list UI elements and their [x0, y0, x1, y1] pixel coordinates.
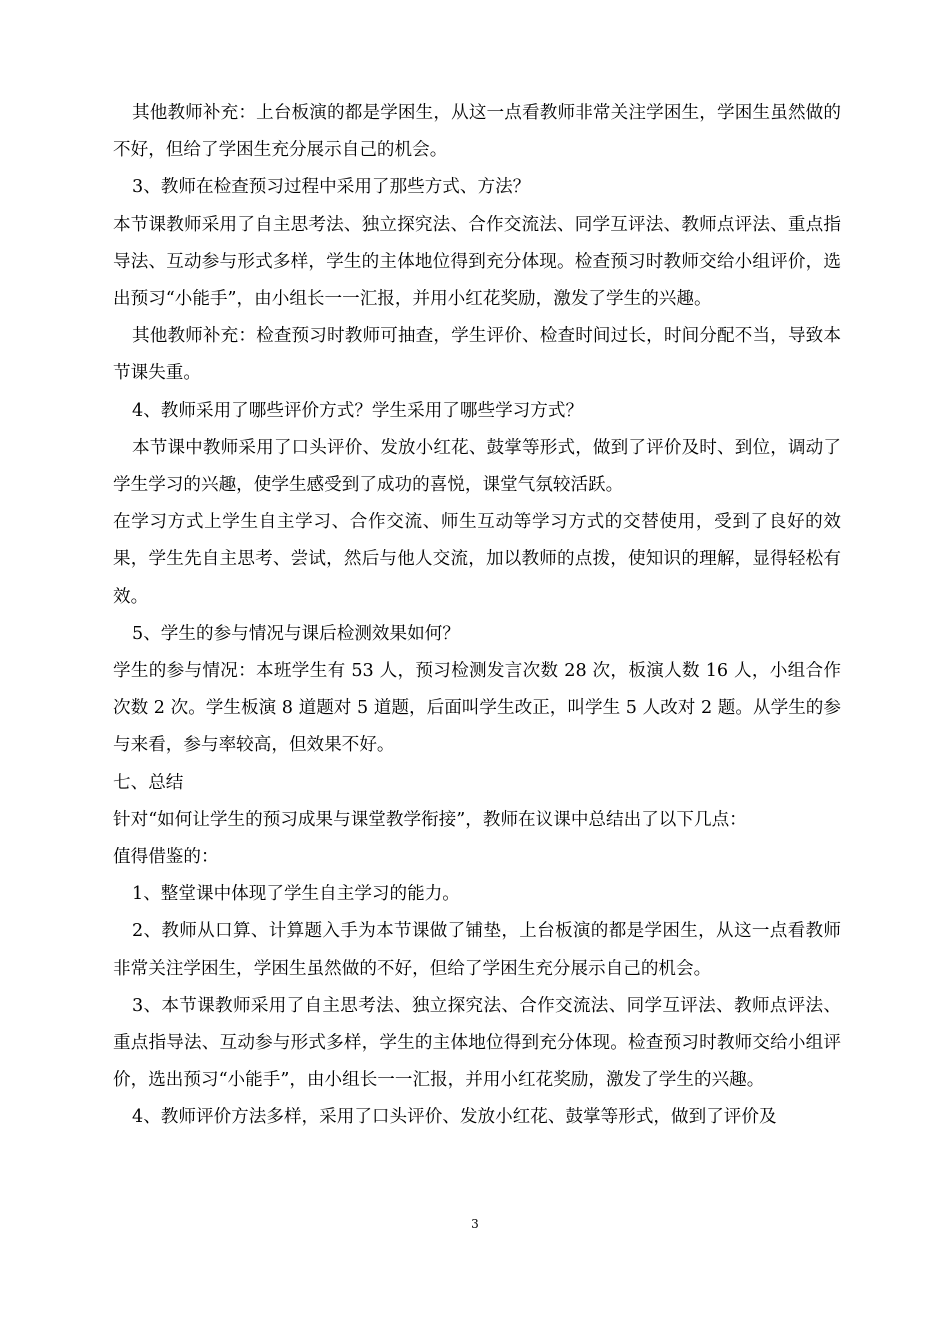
paragraph-evaluation: 本节课中教师采用了口头评价、发放小红花、鼓掌等形式，做到了评价及时、到位，调动了学生学习的兴趣，使学生感受到了成功的喜悦，课堂气氛较活跃。 — [113, 437, 841, 496]
paragraph-participation: 学生的参与情况：本班学生有 53 人，预习检测发言次数 28 次，板演人数 16 人，小组合作次数 2 次。学生板演 8 道题对 5 道题，后面叫学生改正，叫学生 5 人改对 2 题。从学生的参与来看，参与率较高，但效果不好。 — [113, 661, 841, 756]
summary-item-1: 1、整堂课中体现了学生自主学习的能力。 — [132, 884, 460, 905]
summary-item-2: 2、教师从口算、计算题入手为本节课做了铺垫，上台板演的都是学困生，从这一点看教师非常关注学困生，学困生虽然做的不好，但给了学困生充分展示自己的机会。 — [113, 921, 841, 979]
summary-item-3: 3、本节课教师采用了自主思考法、独立探究法、合作交流法、同学互评法、教师点评法、重点指导法、互动参与形式多样，学生的主体地位得到充分体现。检查预习时教师交给小组评价，选出预习“小能手”，由小组长一一汇报，并用小红花奖励，激发了学生的兴趣。 — [113, 995, 841, 1091]
paragraph-learning-methods: 在学习方式上学生自主学习、合作交流、师生互动等学习方式的交替使用，受到了良好的效果，学生先自主思考、尝试，然后与他人交流，加以教师的点拨，使知识的理解，显得轻松有效。 — [113, 512, 841, 607]
question-3-heading: 3、教师在检查预习过程中采用了那些方式、方法？ — [132, 177, 531, 198]
paragraph-teacher-supplement-2: 其他教师补充：检查预习时教师可抽查，学生评价、检查时间过长，时间分配不当，导致本节课失重。 — [113, 326, 841, 384]
page-number: 3 — [471, 1217, 479, 1231]
paragraph-teacher-supplement-1: 其他教师补充：上台板演的都是学困生，从这一点看教师非常关注学困生，学困生虽然做的不好，但给了学困生充分展示自己的机会。 — [113, 103, 841, 161]
question-5-heading: 5、学生的参与情况与课后检测效果如何？ — [132, 623, 460, 644]
section-7-heading: 七、总结 — [113, 772, 184, 793]
paragraph-summary-intro: 针对“如何让学生的预习成果与课堂教学衔接”，教师在议课中总结出了以下几点： — [113, 809, 747, 830]
summary-item-4: 4、教师评价方法多样，采用了口头评价、发放小红花、鼓掌等形式，做到了评价及 — [132, 1107, 777, 1128]
paragraph-worth-learning: 值得借鉴的： — [113, 847, 219, 868]
paragraph-methods: 本节课教师采用了自主思考法、独立探究法、合作交流法、同学互评法、教师点评法、重点指导法、互动参与形式多样，学生的主体地位得到充分体现。检查预习时教师交给小组评价，选出预习“小能手”，由小组长一一汇报，并用小红花奖励，激发了学生的兴趣。 — [113, 214, 841, 310]
document-body — [113, 95, 841, 1137]
question-4-heading: 4、教师采用了哪些评价方式？学生采用了哪些学习方式？ — [132, 400, 584, 421]
